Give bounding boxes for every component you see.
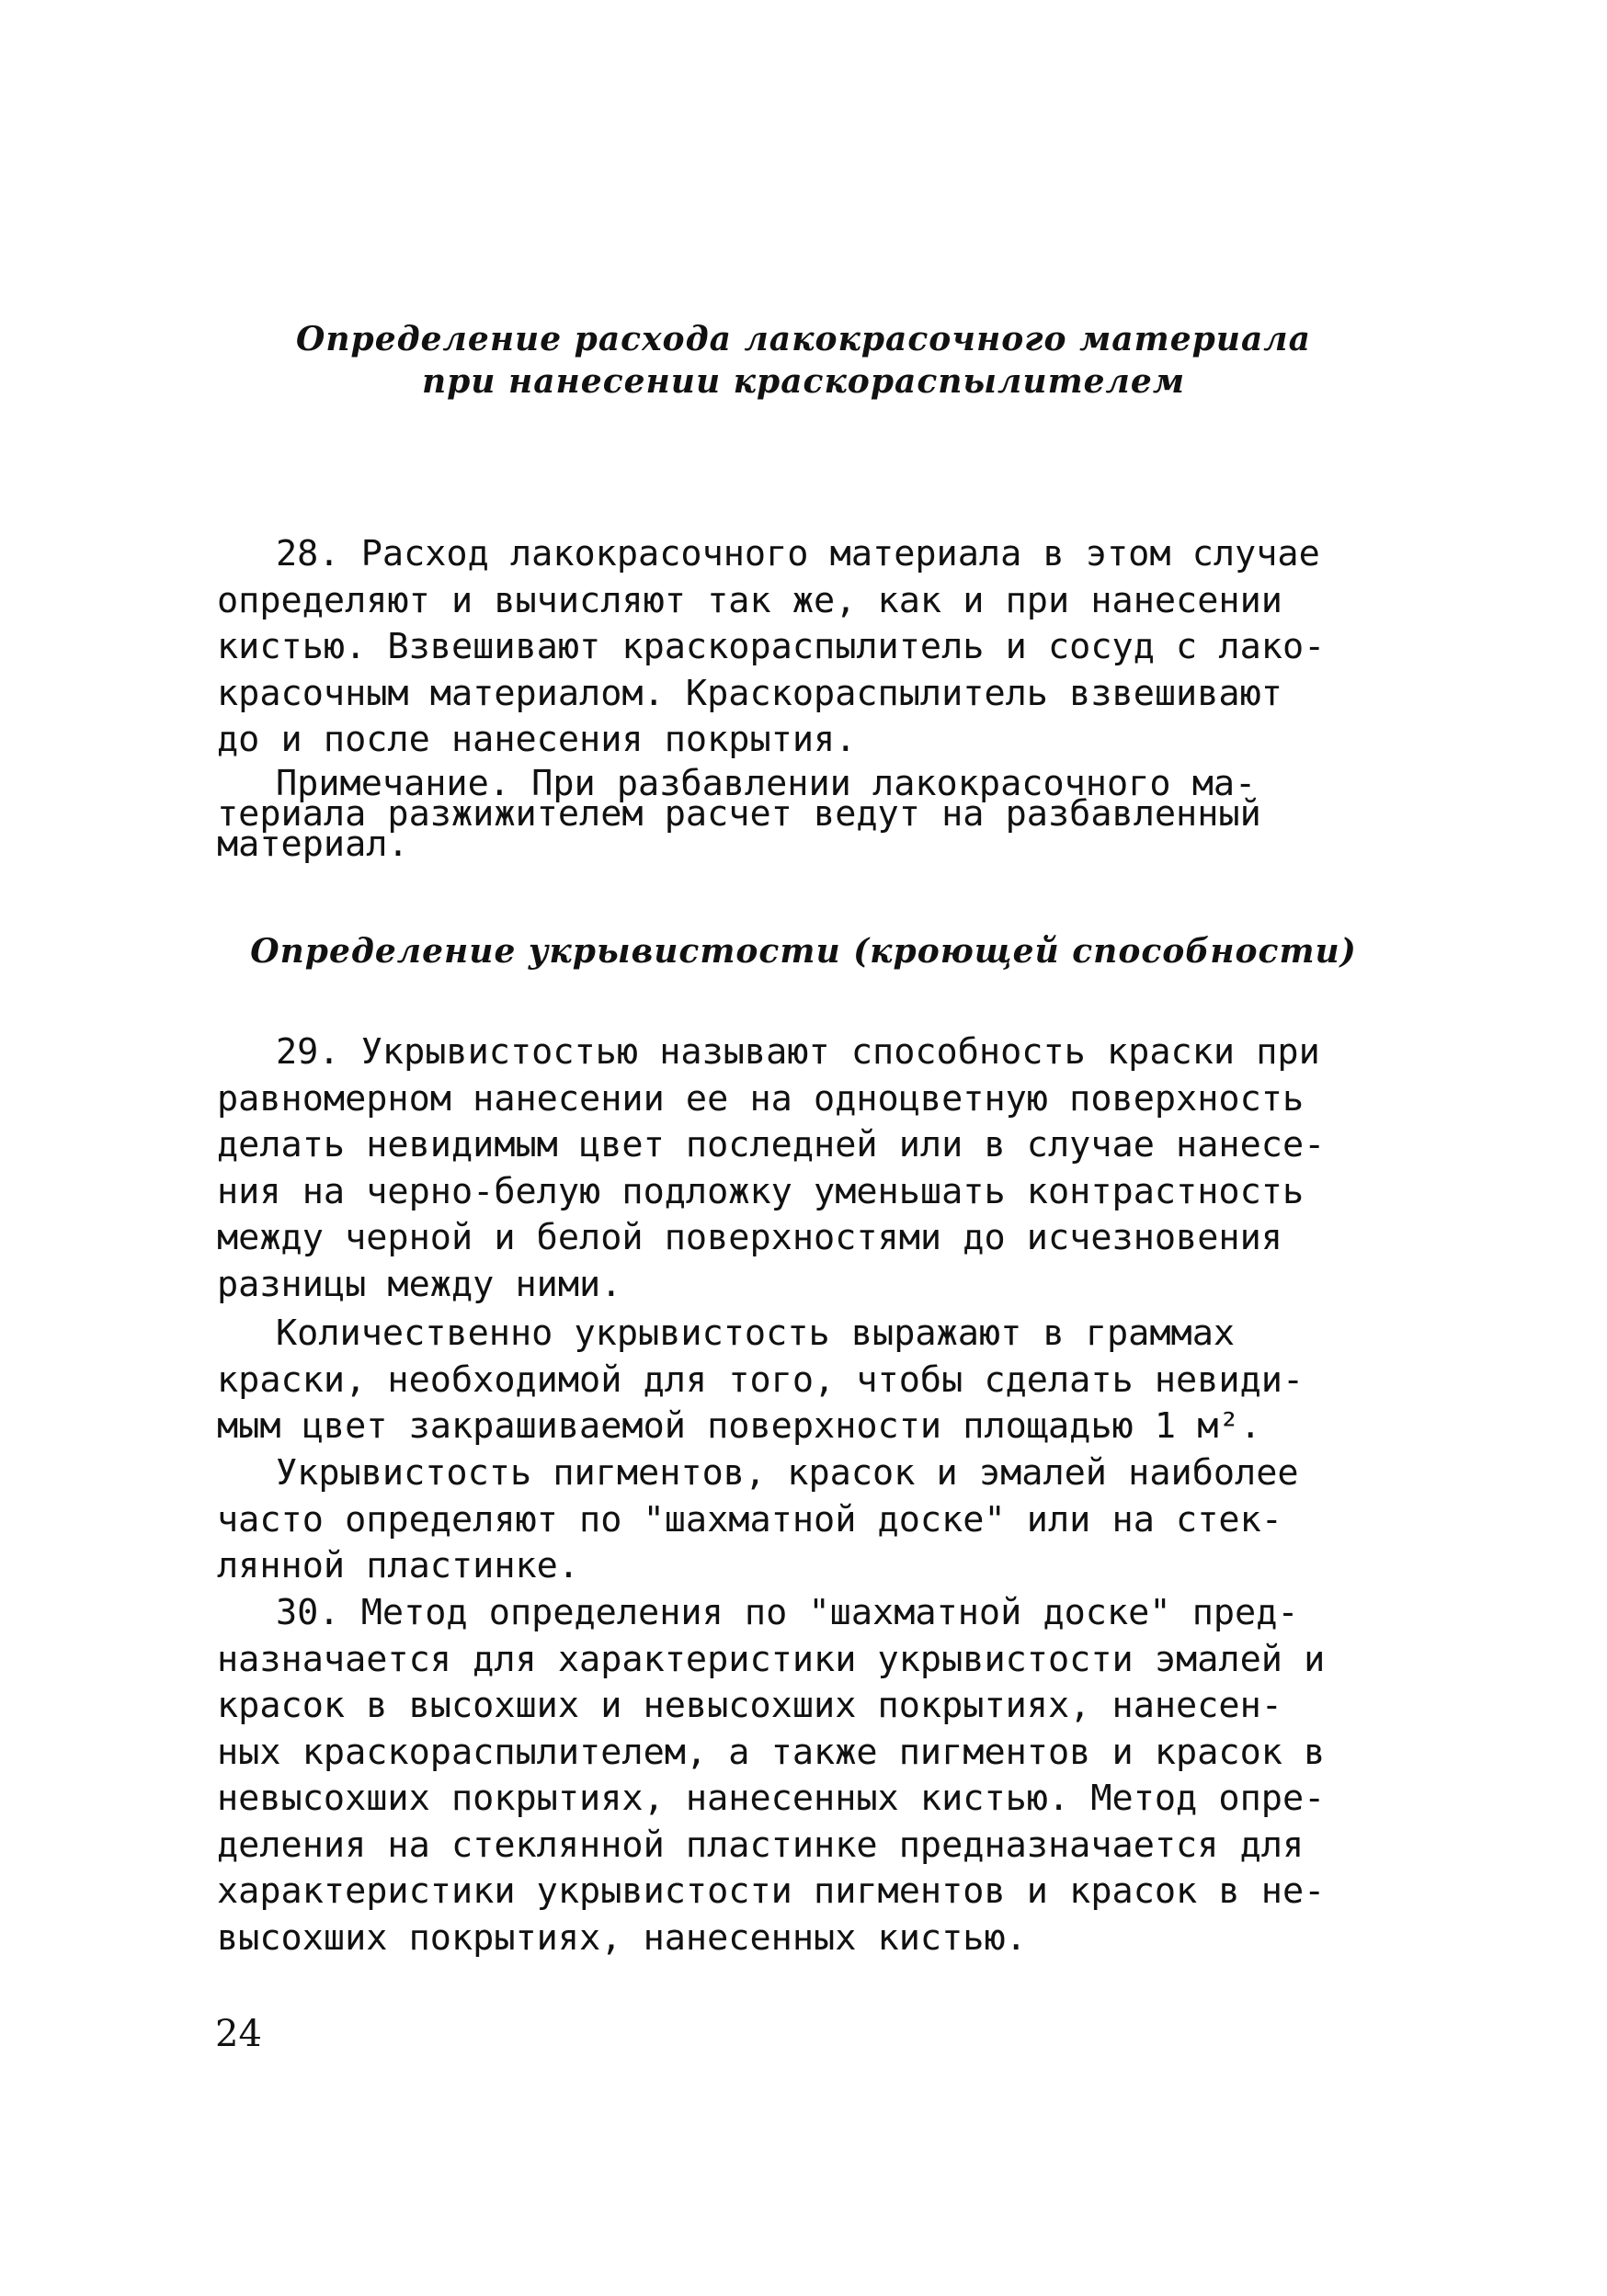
- text-line: Количественно укрывистость выражают в граммах: [276, 1313, 1236, 1354]
- page-number: 24: [215, 2013, 262, 2055]
- text-line: 29. Укрывистостью называют способность краски при: [276, 1031, 1320, 1073]
- text-line: деления на стеклянной пластинке предназначается для: [217, 1824, 1305, 1866]
- text-line: ных краскораспылителем, а также пигментов и красок в: [217, 1731, 1326, 1773]
- text-line: Укрывистость пигментов, красок и эмалей наиболее: [276, 1452, 1299, 1494]
- paragraph-30: [217, 1590, 1394, 1961]
- paragraph-pigments: [217, 1450, 1394, 1590]
- paragraph-28: [217, 531, 1394, 764]
- text-line: лянной пластинке.: [217, 1545, 580, 1586]
- text-line: между черной и белой поверхностями до исчезновения: [217, 1217, 1282, 1258]
- heading-line: Определение укрывистости (кроющей способности): [250, 932, 1357, 971]
- text-line: териала разжижителем расчет ведут на разбавленный: [217, 793, 1261, 835]
- text-line: определяют и вычисляют так же, как и при нанесении: [217, 579, 1282, 621]
- text-line: краски, необходимой для того, чтобы сделать невиди-: [217, 1358, 1305, 1401]
- text-line: часто определяют по "шахматной доске" или на стек-: [217, 1498, 1282, 1540]
- text-line: разницы между ними.: [217, 1263, 622, 1305]
- text-line: мым цвет закрашиваемой поверхности площадью 1 м².: [217, 1405, 1261, 1447]
- text-line: невысохших покрытиях, нанесенных кистью. Метод опре-: [217, 1778, 1326, 1819]
- text-line: материал.: [217, 824, 409, 865]
- text-line: характеристики укрывистости пигментов и красок в не-: [217, 1870, 1326, 1912]
- text-line: 30. Метод определения по "шахматной доске" пред-: [276, 1592, 1299, 1633]
- text-line: ния на черно-белую подложку уменьшать контрастность: [217, 1170, 1305, 1212]
- paragraph-quantitative: [217, 1311, 1394, 1450]
- text-line: назначается для характеристики укрывистости эмалей и: [217, 1638, 1326, 1680]
- heading-line: Определение расхода лакокрасочного материала: [296, 320, 1311, 358]
- text-line: до и после нанесения покрытия.: [217, 719, 857, 760]
- text-line: равномерном нанесении ее на одноцветную поверхность: [217, 1077, 1305, 1120]
- text-line: красочным материалом. Краскораспылитель взвешивают: [217, 672, 1282, 714]
- note-paragraph: [217, 763, 1394, 865]
- section-heading-consumption: [0, 318, 1607, 403]
- section-heading-hiding-power: [0, 930, 1607, 972]
- text-line: красок в высохших и невысохших покрытиях, нанесен-: [217, 1685, 1282, 1726]
- text-line: кистью. Взвешивают краскораспылитель и сосуд с лако-: [217, 626, 1326, 667]
- text-line: делать невидимым цвет последней или в случае нанесе-: [217, 1124, 1326, 1165]
- text-line: высохших покрытиях, нанесенных кистью.: [217, 1916, 1027, 1959]
- text-line: Примечание. При разбавлении лакокрасочного ма-: [276, 763, 1257, 804]
- heading-line: при нанесении краскораспылителем: [421, 362, 1186, 401]
- text-line: 28. Расход лакокрасочного материала в этом случае: [276, 533, 1320, 574]
- paragraph-29: [217, 1029, 1394, 1308]
